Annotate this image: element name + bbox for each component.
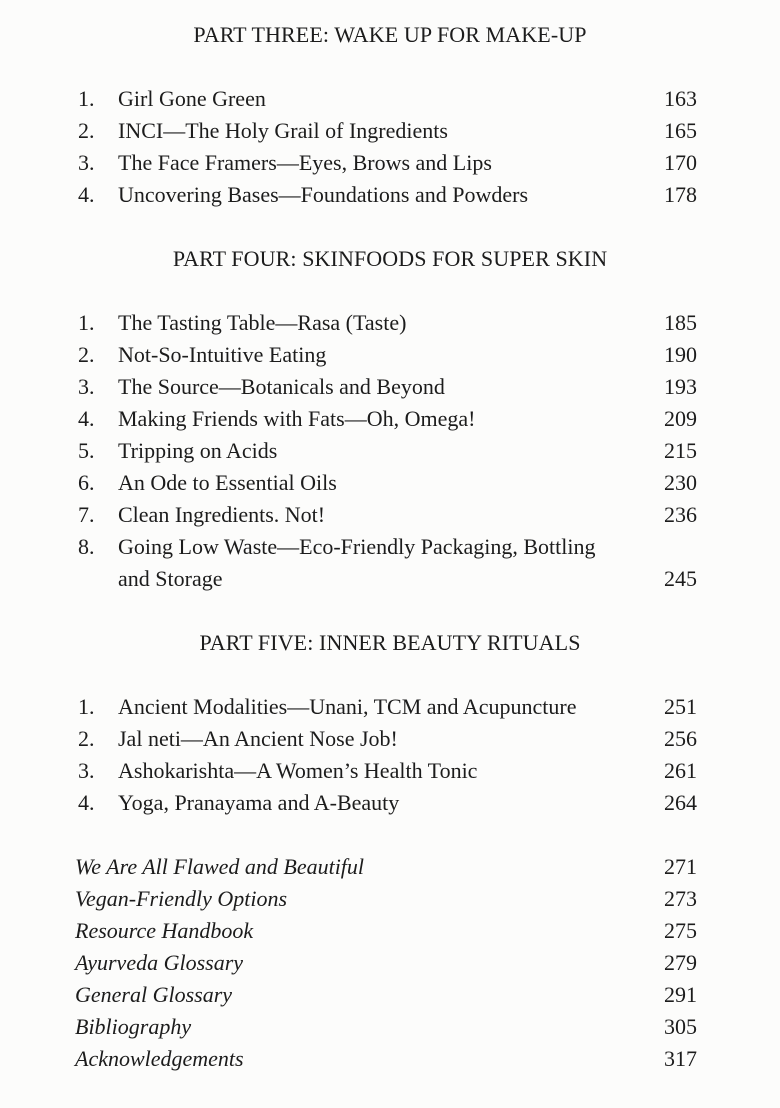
chapter-number: 6.	[78, 470, 95, 495]
part-heading: PART FOUR: SKINFOODS FOR SUPER SKIN	[172, 246, 608, 271]
chapter-title: INCI—The Holy Grail of Ingredients	[118, 118, 448, 143]
chapter-number: 5.	[78, 438, 95, 463]
toc-entry	[0, 115, 780, 147]
page-number: 264	[664, 790, 697, 815]
chapter-list	[0, 307, 780, 595]
chapter-title: Going Low Waste—Eco-Friendly Packaging, Bottling and Storage	[118, 534, 596, 591]
chapter-number: 3.	[78, 758, 95, 783]
toc-entry	[0, 179, 780, 211]
chapter-title: The Face Framers—Eyes, Brows and Lips	[118, 150, 492, 175]
toc-entry	[0, 723, 780, 755]
page-number: 291	[664, 982, 697, 1007]
chapter-title: The Tasting Table—Rasa (Taste)	[118, 310, 407, 335]
toc-entry	[0, 467, 780, 499]
chapter-number: 2.	[78, 118, 95, 143]
chapter-title: Yoga, Pranayama and A-Beauty	[118, 790, 400, 815]
toc-entry	[0, 83, 780, 115]
chapter-number: 1.	[78, 86, 95, 111]
chapter-number: 7.	[78, 502, 95, 527]
toc-entry	[0, 371, 780, 403]
toc-entry	[0, 947, 780, 979]
page-number: 317	[664, 1046, 697, 1071]
toc-entry	[0, 883, 780, 915]
page-number: 163	[664, 86, 697, 111]
chapter-title: Not-So-Intuitive Eating	[118, 342, 327, 367]
toc-entry	[0, 755, 780, 787]
toc-entry	[0, 403, 780, 435]
page-number: 256	[664, 726, 697, 751]
back-matter-title: Bibliography	[75, 1014, 192, 1039]
chapter-list	[0, 691, 780, 819]
toc-entry	[0, 339, 780, 371]
page-number: 245	[664, 566, 697, 591]
chapter-title: The Source—Botanicals and Beyond	[118, 374, 445, 399]
chapter-list	[0, 83, 780, 211]
back-matter-title: Acknowledgements	[75, 1046, 244, 1071]
chapter-number: 3.	[78, 150, 95, 175]
part-heading: PART THREE: WAKE UP FOR MAKE-UP	[193, 22, 587, 47]
chapter-number: 4.	[78, 406, 95, 431]
chapter-title: Jal neti—An Ancient Nose Job!	[118, 726, 398, 751]
back-matter-title: General Glossary	[75, 982, 233, 1007]
toc-entry	[0, 787, 780, 819]
back-matter-title: Ayurveda Glossary	[75, 950, 244, 975]
toc-entry	[0, 691, 780, 723]
chapter-title: Ancient Modalities—Unani, TCM and Acupuncture	[118, 694, 577, 719]
chapter-number: 8.	[78, 534, 95, 559]
chapter-title: Tripping on Acids	[118, 438, 278, 463]
page-number: 261	[664, 758, 697, 783]
chapter-number: 2.	[78, 726, 95, 751]
page-number: 236	[664, 502, 697, 527]
page-number: 190	[664, 342, 697, 367]
toc-entry	[0, 307, 780, 339]
page-number: 271	[664, 854, 697, 879]
back-matter-list	[0, 851, 780, 1075]
chapter-number: 3.	[78, 374, 95, 399]
back-matter-title: Resource Handbook	[75, 918, 254, 943]
back-matter-title: Vegan-Friendly Options	[75, 886, 288, 911]
toc-entry	[0, 499, 780, 531]
chapter-number: 2.	[78, 342, 95, 367]
toc-entry	[0, 1011, 780, 1043]
page-number: 273	[664, 886, 697, 911]
chapter-title: Clean Ingredients. Not!	[118, 502, 326, 527]
page-number: 193	[664, 374, 697, 399]
chapter-number: 1.	[78, 310, 95, 335]
part-heading: PART FIVE: INNER BEAUTY RITUALS	[199, 630, 581, 655]
chapter-title: An Ode to Essential Oils	[118, 470, 337, 495]
chapter-number: 1.	[78, 694, 95, 719]
chapter-title: Ashokarishta—A Women’s Health Tonic	[118, 758, 478, 783]
page-number: 279	[664, 950, 697, 975]
back-matter-title: We Are All Flawed and Beautiful	[75, 854, 365, 879]
toc-entry	[0, 147, 780, 179]
toc-entry	[0, 915, 780, 947]
page-number: 251	[664, 694, 697, 719]
page-number: 178	[664, 182, 697, 207]
chapter-number: 4.	[78, 790, 95, 815]
chapter-title: Uncovering Bases—Foundations and Powders	[118, 182, 529, 207]
page-number: 165	[664, 118, 697, 143]
page-number: 209	[664, 406, 697, 431]
page-number: 230	[664, 470, 697, 495]
toc-entry	[0, 979, 780, 1011]
page-number: 170	[664, 150, 697, 175]
chapter-number: 4.	[78, 182, 95, 207]
toc-entry	[0, 531, 780, 595]
chapter-title: Girl Gone Green	[118, 86, 266, 111]
toc-entry	[0, 435, 780, 467]
chapter-title: Making Friends with Fats—Oh, Omega!	[118, 406, 476, 431]
page-number: 185	[664, 310, 697, 335]
page-number: 305	[664, 1014, 697, 1039]
page-number: 275	[664, 918, 697, 943]
toc-entry	[0, 1043, 780, 1075]
toc-entry	[0, 851, 780, 883]
page-number: 215	[664, 438, 697, 463]
